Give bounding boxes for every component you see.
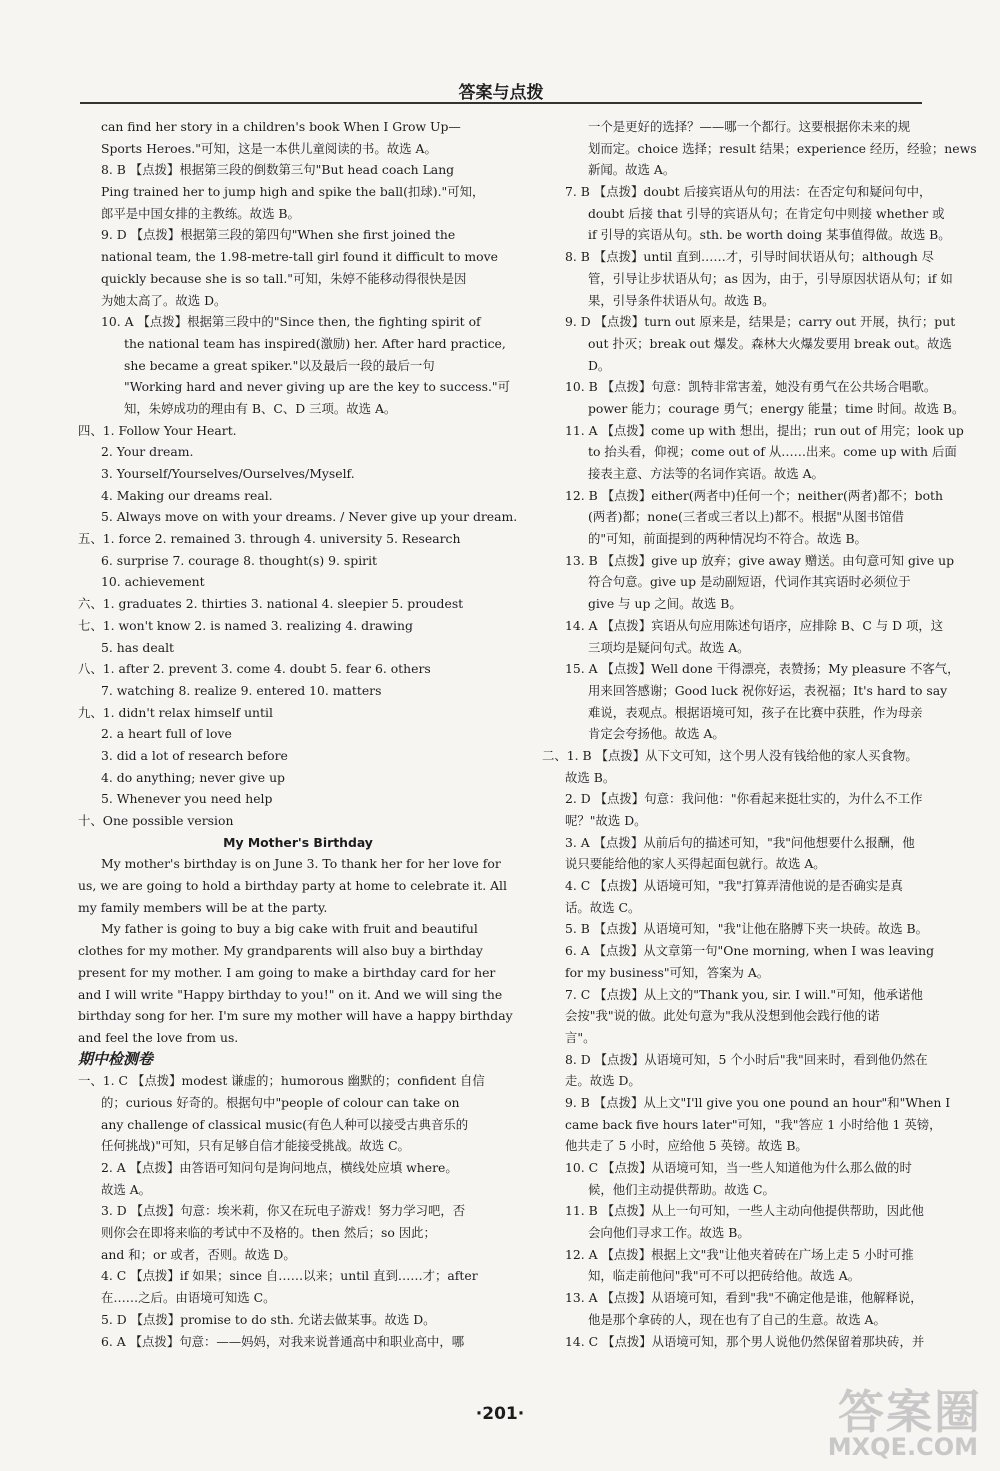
text-line: 管，引导让步状语从句；as 因为，由于，引导原因状语从句；if 如 xyxy=(588,270,953,286)
text-line: 三项均是疑问句式。故选 A。 xyxy=(588,639,750,655)
text-line: 知，临走前他问"我"可不可以把砖给他。故选 A。 xyxy=(588,1268,861,1284)
text-line: D。 xyxy=(588,357,611,373)
text-line: 6. A 【点拨】句意：——妈妈，对我来说普通高中和职业高中，哪 xyxy=(101,1333,465,1349)
essay-title: My Mother's Birthday xyxy=(223,834,373,850)
text-line: 5. D 【点拨】promise to do sth. 允诺去做某事。故选 D。 xyxy=(101,1311,436,1327)
text-line: 14. A 【点拨】宾语从句应用陈述句语序，应排除 B、C 与 D 项，这 xyxy=(565,617,944,633)
text-line: 13. B 【点拨】give up 放弃；give away 赠送。由句意可知 give up xyxy=(565,552,955,568)
text-line: 故选 B。 xyxy=(565,769,616,785)
text-line: 在……之后。由语境可知选 C。 xyxy=(101,1290,276,1306)
text-line: 2. Your dream. xyxy=(101,444,194,460)
text-line: and feel the love from us. xyxy=(78,1029,239,1045)
text-line: 九、1. didn't relax himself until xyxy=(78,704,273,720)
header-title: 答案与点拨 xyxy=(458,83,544,103)
text-line: 为她太高了。故选 D。 xyxy=(101,292,227,308)
text-line: 用来回答感谢；Good luck 祝你好运，表祝福；It's hard to say xyxy=(588,682,948,698)
text-line: any challenge of classical music(有色人种可以接受古典音乐的 xyxy=(101,1116,469,1132)
text-line: if 引导的宾语从句。sth. be worth doing 某事值得做。故选 B。 xyxy=(588,227,951,243)
text-line: 2. A 【点拨】由答语可知问句是询问地点，横线处应填 where。 xyxy=(101,1160,458,1175)
text-line: 8. B 【点拨】根据第三段的倒数第三句"But head coach Lang xyxy=(101,162,455,178)
text-line: 5. Whenever you need help xyxy=(101,791,273,807)
text-line: 四、1. Follow Your Heart. xyxy=(78,422,237,438)
text-line: present for my mother. I am going to make a birthday card for her xyxy=(78,964,496,980)
text-line: 9. D 【点拨】根据第三段的第四句"When she first joined the xyxy=(101,227,456,243)
text-line: "Working hard and never giving up are the key to success."可 xyxy=(124,379,511,395)
text-line: 10. A 【点拨】根据第三段中的"Since then, the fighting spirit of xyxy=(101,314,481,330)
text-line: 9. B 【点拨】从上文"I'll give you one pound an hour"和"When I xyxy=(565,1094,951,1110)
text-line: 8. D 【点拨】从语境可知，5 个小时后"我"回来时，看到他仍然在 xyxy=(565,1051,928,1067)
text-line: 知，朱婷成功的理由有 B、C、D 三项。故选 A。 xyxy=(124,400,397,416)
text-line: came back five hours later"可知，"我"答应 1 小时给他 1 英镑， xyxy=(565,1116,942,1132)
text-line: 2. D 【点拨】句意：我问他："你看起来挺壮实的，为什么不工作 xyxy=(565,791,923,807)
text-line: us, we are going to hold a birthday party at home to celebrate it. All xyxy=(78,878,507,894)
text-line: 五、1. force 2. remained 3. through 4. university 5. Research xyxy=(78,531,461,547)
left-column xyxy=(78,116,518,1352)
text-line: 9. D 【点拨】turn out 原来是，结果是；carry out 开展，执行；put xyxy=(565,314,956,330)
text-line: for my business"可知，答案为 A。 xyxy=(565,964,770,980)
text-line: 言"。 xyxy=(565,1029,596,1045)
text-line: 10. achievement xyxy=(101,574,205,590)
text-line: 6. surprise 7. courage 8. thought(s) 9. spirit xyxy=(101,552,378,568)
text-line: 6. A 【点拨】从文章第一句"One morning, when I was leaving xyxy=(565,943,935,959)
text-line: 5. B 【点拨】从语境可知，"我"让他在胳膊下夹一块砖。故选 B。 xyxy=(565,921,929,937)
text-line: 他是那个拿砖的人，现在也有了自己的生意。故选 A。 xyxy=(588,1311,886,1327)
text-line: 4. do anything; never give up xyxy=(101,769,285,785)
text-line: to 抬头看，仰视；come out of 从……出来。come up with 后面 xyxy=(588,444,957,460)
text-line: (两者)都；none(三者或三者以上)都不。根据"从图书馆借 xyxy=(588,509,904,525)
text-line: 11. A 【点拨】come up with 想出，提出；run out of 用完；look up xyxy=(565,422,964,438)
text-line: she became a great spiker."以及最后一段的最后一句 xyxy=(124,357,435,373)
text-line: give 与 up 之间。故选 B。 xyxy=(588,596,742,612)
text-line: 一、1. C 【点拨】modest 谦虚的；humorous 幽默的；confident 自信 xyxy=(78,1073,485,1089)
text-line: 会向他们寻求工作。故选 B。 xyxy=(588,1225,750,1241)
text-line: 4. Making our dreams real. xyxy=(101,487,273,503)
text-line: 八、1. after 2. prevent 3. come 4. doubt 5. fear 6. others xyxy=(78,661,431,677)
text-line: 肯定会夸扬他。故选 A。 xyxy=(588,726,725,742)
text-line: national team, the 1.98-metre-tall girl found it difficult to move xyxy=(101,249,498,265)
text-line: 15. A 【点拨】Well done 干得漂亮，表赞扬；My pleasure 不客气， xyxy=(565,661,960,677)
page-header xyxy=(80,76,922,104)
text-line: 会按"我"说的做。此处句意为"我从没想到他会践行他的诺 xyxy=(565,1008,880,1024)
text-line: Sports Heroes."可知，这是一本供儿童阅读的书。故选 A。 xyxy=(101,140,437,156)
text-line: Ping trained her to jump high and spike the ball(扣球)."可知， xyxy=(101,184,485,200)
text-line: 六、1. graduates 2. thirties 3. national 4. sleepier 5. proudest xyxy=(78,596,464,612)
text-line: 13. A 【点拨】从语境可知，看到"我"不确定他是谁，他解释说， xyxy=(565,1290,923,1306)
text-line: 7. C 【点拨】从上文的"Thank you, sir. I will."可知，他承诺他 xyxy=(565,986,923,1002)
text-line: 7. watching 8. realize 9. entered 10. matters xyxy=(101,682,382,698)
text-line: 难说，表观点。根据语境可知，孩子在比赛中获胜，作为母亲 xyxy=(588,704,923,720)
watermark-text: 答案圈 xyxy=(838,1385,982,1439)
text-line: 4. C 【点拨】if 如果；since 自……以来；until 直到……才；after xyxy=(101,1268,478,1284)
text-line: 符合句意。give up 是动副短语，代词作其宾语时必须位于 xyxy=(588,574,911,590)
text-line: 果，引导条件状语从句。故选 B。 xyxy=(588,292,775,308)
text-line: and 和；or 或者，否则。故选 D。 xyxy=(101,1246,296,1262)
text-line: 呢？"故选 D。 xyxy=(565,813,647,828)
text-line: 3. did a lot of research before xyxy=(101,747,288,763)
text-line: and I will write "Happy birthday to you!" on it. And we will sing the xyxy=(78,986,503,1002)
text-line: 5. Always move on with your dreams. / Never give up your dream. xyxy=(101,509,518,525)
text-line: 7. B 【点拨】doubt 后接宾语从句的用法：在否定句和疑问句中， xyxy=(565,184,932,200)
text-line: 新闻。故选 A。 xyxy=(588,162,676,178)
text-line: My father is going to buy a big cake with fruit and beautiful xyxy=(101,921,478,937)
text-line: 10. B 【点拨】句意：凯特非常害羞，她没有勇气在公共场合唱歌。 xyxy=(565,379,937,395)
text-line: 他共走了 5 小时，应给他 5 英镑。故选 B。 xyxy=(565,1138,808,1154)
text-line: 10. C 【点拨】从语境可知，当一些人知道他为什么那么做的时 xyxy=(565,1160,912,1175)
text-line: 话。故选 C。 xyxy=(565,899,641,915)
text-line: 划而定。choice 选择；result 结果；experience 经历，经验；news xyxy=(588,140,977,156)
text-line: 候，他们主动提供帮助。故选 C。 xyxy=(588,1181,775,1197)
text-line: 3. A 【点拨】从前后句的描述可知，"我"问他想要什么报酬，他 xyxy=(565,834,915,850)
text-line: 3. Yourself/Yourselves/Ourselves/Myself. xyxy=(101,466,355,481)
right-column xyxy=(542,116,984,1352)
text-line: 3. D 【点拨】句意：埃米莉，你又在玩电子游戏！努力学习吧，否 xyxy=(101,1203,466,1219)
text-line: My mother's birthday is on June 3. To thank her for her love for xyxy=(101,856,501,872)
text-line: clothes for my mother. My grandparents will also buy a birthday xyxy=(78,943,483,959)
page-number: ·201· xyxy=(475,1404,525,1424)
text-line: quickly because she is so tall."可知，朱婷不能移动得很快是因 xyxy=(101,270,467,286)
text-line: can find her story in a children's book When I Grow Up— xyxy=(101,119,461,134)
watermark-logo xyxy=(786,1376,986,1461)
text-line: 接表主意、方法等的名词作宾语。故选 A。 xyxy=(588,466,824,481)
text-line: 走。故选 D。 xyxy=(565,1073,641,1089)
text-line: 11. B 【点拨】从上一句可知，一些人主动向他提供帮助，因此他 xyxy=(565,1203,924,1219)
text-line: 8. B 【点拨】until 直到……才，引导时间状语从句；although 尽 xyxy=(565,249,935,265)
text-line: my family members will be at the party. xyxy=(78,899,328,915)
text-line: 一个是更好的选择？——哪一个都行。这要根据你未来的规 xyxy=(588,119,911,134)
text-line: 4. C 【点拨】从语境可知，"我"打算弄清他说的是否确实是真 xyxy=(565,878,903,894)
watermark-url: MXQE.COM xyxy=(827,1433,978,1461)
text-line: 说只要能给他的家人买得起面包就行。故选 A。 xyxy=(565,856,826,872)
text-line: 二、1. B 【点拨】从下文可知，这个男人没有钱给他的家人买食物。 xyxy=(542,747,918,763)
text-line: 故选 A。 xyxy=(101,1181,152,1197)
text-line: the national team has inspired(激励) her. After hard practice, xyxy=(124,335,506,351)
section-heading: 期中检测卷 xyxy=(78,1049,154,1068)
text-line: out 扑灭；break out 爆发。森林大火爆发要用 break out。故选 xyxy=(588,335,952,351)
text-line: 的；curious 好奇的。根据句中"people of colour can take on xyxy=(101,1094,460,1110)
text-line: 郎平是中国女排的主教练。故选 B。 xyxy=(101,205,300,221)
text-line: 十、One possible version xyxy=(78,813,234,828)
text-line: 2. a heart full of love xyxy=(101,726,232,742)
text-line: power 能力；courage 勇气；energy 能量；time 时间。故选 B。 xyxy=(588,400,965,416)
text-line: 12. B 【点拨】either(两者中)任何一个；neither(两者)都不；both xyxy=(565,487,944,503)
text-line: 则你会在即将来临的考试中不及格的。then 然后；so 因此； xyxy=(101,1225,436,1241)
text-line: birthday song for her. I'm sure my mother will have a happy birthday xyxy=(78,1008,513,1024)
text-line: 任何挑战)"可知，只有足够自信才能接受挑战。故选 C。 xyxy=(101,1138,410,1154)
text-line: 5. has dealt xyxy=(101,639,175,655)
text-line: 的"可知，前面提到的两种情况均不符合。故选 B。 xyxy=(588,531,867,547)
text-line: 12. A 【点拨】根据上文"我"让他夹着砖在广场上走 5 小时可推 xyxy=(565,1246,914,1262)
text-line: doubt 后接 that 引导的宾语从句；在肯定句中则接 whether 或 xyxy=(588,205,945,221)
text-line: 14. C 【点拨】从语境可知，那个男人说他仍然保留着那块砖，并 xyxy=(565,1333,925,1349)
text-line: 七、1. won't know 2. is named 3. realizing 4. drawing xyxy=(78,617,413,633)
